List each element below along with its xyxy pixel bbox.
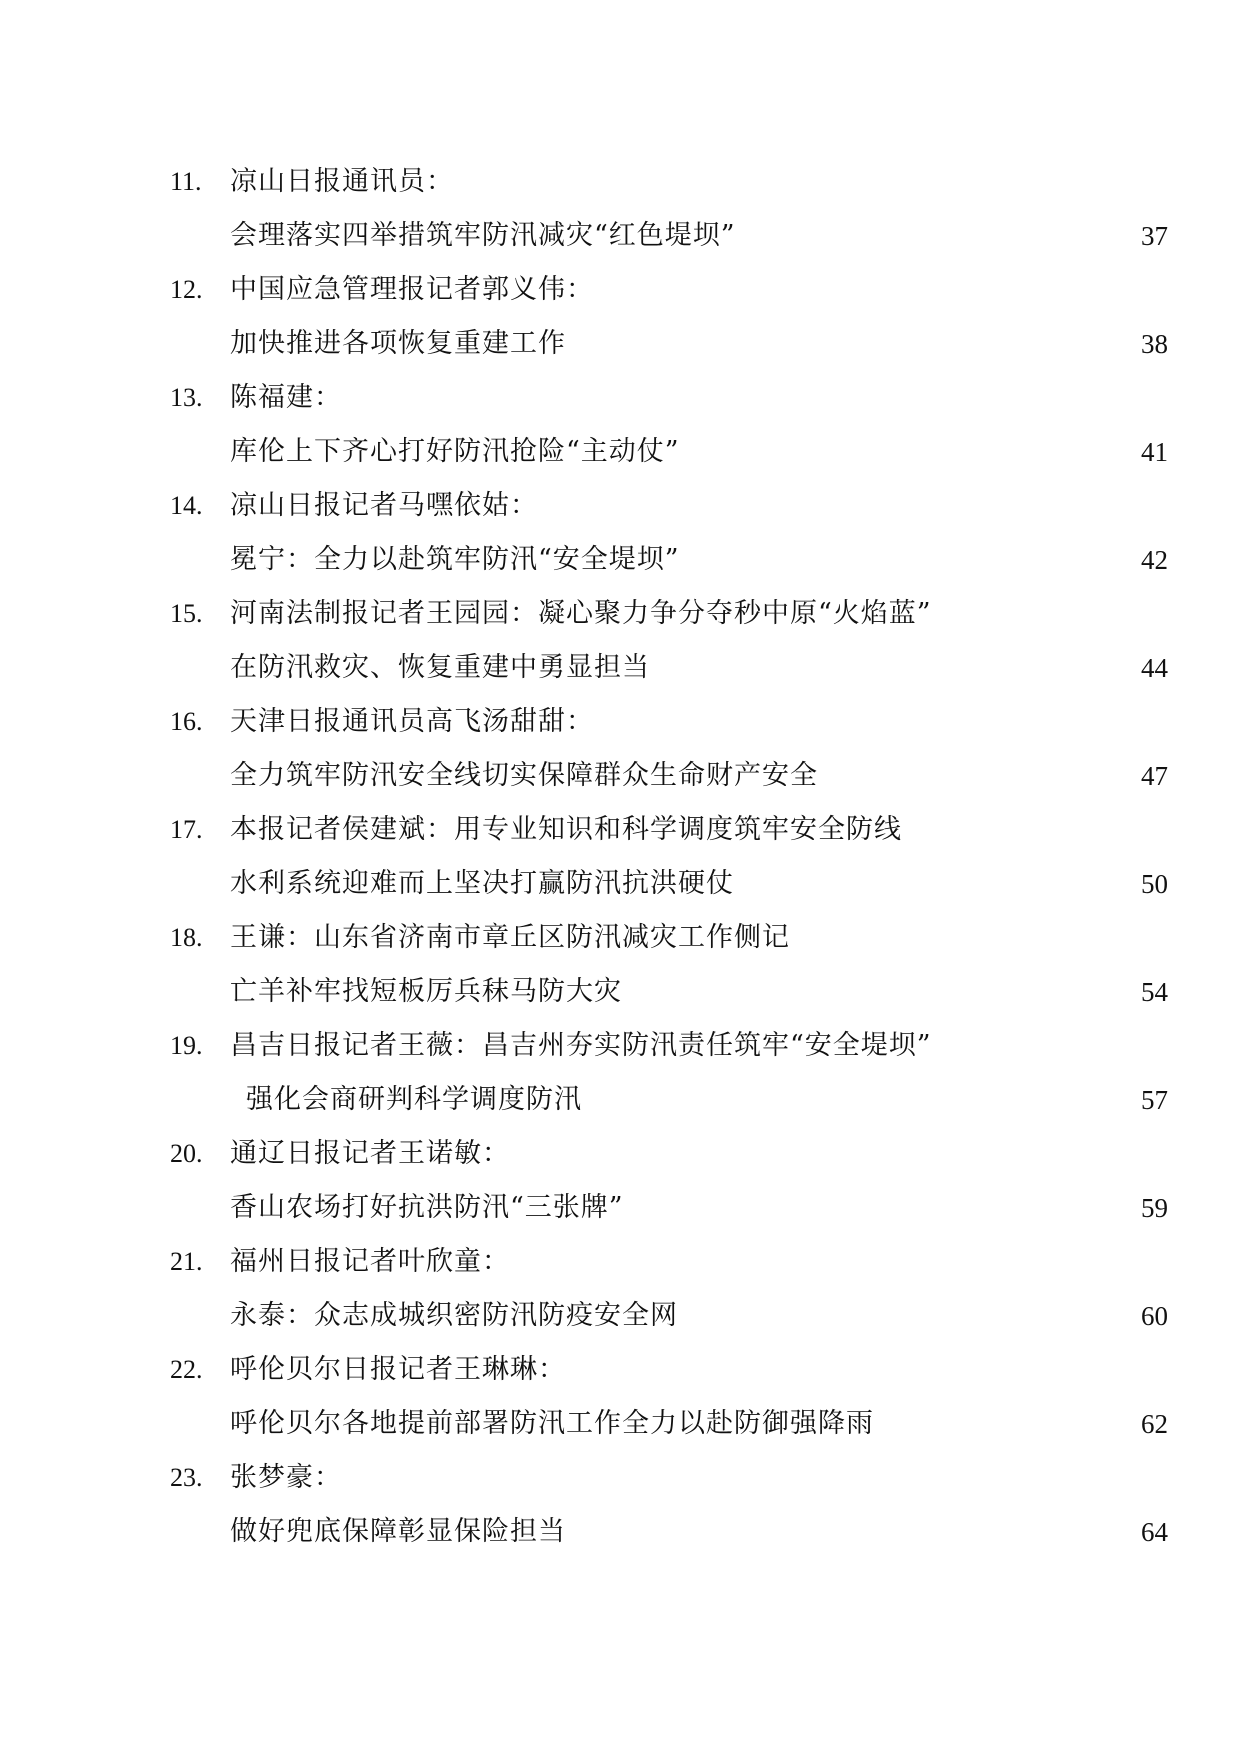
entry-title: 香山农场打好抗洪防汛“三张牌” [230, 1192, 624, 1223]
toc-entry-title-line [0, 533, 1240, 587]
toc-entry-13[interactable] [0, 371, 1240, 479]
entry-author: 中国应急管理报记者郭义伟： [230, 274, 594, 305]
entry-number: 20. [170, 1139, 203, 1168]
entry-author: 河南法制报记者王园园：凝心聚力争分夺秒中原“火焰蓝” [230, 598, 932, 629]
toc-entry-title-line [0, 641, 1240, 695]
entry-page-number: 44 [1141, 653, 1168, 683]
entry-page-number: 42 [1141, 545, 1168, 575]
entry-title: 会理落实四举措筑牢防汛减灾“红色堤坝” [230, 220, 736, 251]
toc-entry-title-line [0, 209, 1240, 263]
toc-entry-header [0, 1019, 1240, 1073]
entry-author: 呼伦贝尔日报记者王琳琳： [230, 1354, 566, 1385]
entry-author: 通辽日报记者王诺敏： [230, 1138, 510, 1169]
entry-number: 15. [170, 599, 203, 628]
toc-entry-title-line [0, 749, 1240, 803]
entry-number: 21. [170, 1247, 203, 1276]
entry-page-number: 41 [1141, 437, 1168, 467]
entry-page-number: 60 [1141, 1301, 1168, 1331]
entry-page-number: 50 [1141, 869, 1168, 899]
entry-number: 22. [170, 1355, 203, 1384]
entry-title: 呼伦贝尔各地提前部署防汛工作全力以赴防御强降雨 [230, 1408, 874, 1439]
toc-entry-header [0, 803, 1240, 857]
entry-title: 强化会商研判科学调度防汛 [246, 1084, 582, 1115]
toc-entry-header [0, 587, 1240, 641]
toc-entry-title-line [0, 317, 1240, 371]
toc-entry-title-line [0, 425, 1240, 479]
toc-entry-header [0, 1235, 1240, 1289]
toc-entry-header [0, 479, 1240, 533]
toc-entry-header [0, 263, 1240, 317]
entry-title: 库伦上下齐心打好防汛抢险“主动仗” [230, 436, 680, 467]
toc-entry-15[interactable] [0, 587, 1240, 695]
entry-title: 水利系统迎难而上坚决打赢防汛抗洪硬仗 [230, 868, 734, 899]
entry-page-number: 62 [1141, 1409, 1168, 1439]
toc-entry-16[interactable] [0, 695, 1240, 803]
toc-entry-header [0, 1127, 1240, 1181]
toc-entry-14[interactable] [0, 479, 1240, 587]
entry-number: 14. [170, 491, 203, 520]
entry-number: 13. [170, 383, 203, 412]
entry-number: 19. [170, 1031, 203, 1060]
table-of-contents [0, 155, 1240, 1559]
entry-page-number: 47 [1141, 761, 1168, 791]
entry-author: 昌吉日报记者王薇：昌吉州夯实防汛责任筑牢“安全堤坝” [230, 1030, 932, 1061]
toc-entry-title-line [0, 1397, 1240, 1451]
entry-author: 凉山日报通讯员： [230, 166, 454, 197]
toc-entry-20[interactable] [0, 1127, 1240, 1235]
toc-entry-23[interactable] [0, 1451, 1240, 1559]
entry-author: 凉山日报记者马嘿依姑： [230, 490, 538, 521]
entry-author: 福州日报记者叶欣童： [230, 1246, 510, 1277]
toc-entry-18[interactable] [0, 911, 1240, 1019]
entry-number: 16. [170, 707, 203, 736]
entry-title: 冕宁：全力以赴筑牢防汛“安全堤坝” [230, 544, 680, 575]
entry-author: 天津日报通讯员高飞汤甜甜： [230, 706, 594, 737]
entry-title: 永泰：众志成城织密防汛防疫安全网 [230, 1300, 678, 1331]
toc-entry-11[interactable] [0, 155, 1240, 263]
entry-number: 18. [170, 923, 203, 952]
toc-entry-title-line [0, 1073, 1240, 1127]
toc-entry-header [0, 1451, 1240, 1505]
entry-page-number: 37 [1141, 221, 1168, 251]
toc-entry-title-line [0, 965, 1240, 1019]
toc-entry-21[interactable] [0, 1235, 1240, 1343]
entry-author: 张梦豪： [230, 1462, 342, 1493]
toc-entry-22[interactable] [0, 1343, 1240, 1451]
entry-page-number: 54 [1141, 977, 1168, 1007]
toc-entry-header [0, 1343, 1240, 1397]
entry-title: 亡羊补牢找短板厉兵秣马防大灾 [230, 976, 622, 1007]
toc-entry-19[interactable] [0, 1019, 1240, 1127]
entry-number: 11. [170, 167, 202, 196]
entry-author: 本报记者侯建斌：用专业知识和科学调度筑牢安全防线 [230, 814, 902, 845]
toc-entry-title-line [0, 1181, 1240, 1235]
toc-entry-12[interactable] [0, 263, 1240, 371]
entry-author: 王谦：山东省济南市章丘区防汛减灾工作侧记 [230, 922, 790, 953]
entry-page-number: 64 [1141, 1517, 1168, 1547]
toc-entry-title-line [0, 1289, 1240, 1343]
toc-entry-title-line [0, 1505, 1240, 1559]
entry-page-number: 59 [1141, 1193, 1168, 1223]
toc-entry-header [0, 371, 1240, 425]
toc-entry-header [0, 911, 1240, 965]
entry-title: 加快推进各项恢复重建工作 [230, 328, 566, 359]
entry-page-number: 57 [1141, 1085, 1168, 1115]
entry-number: 23. [170, 1463, 203, 1492]
entry-page-number: 38 [1141, 329, 1168, 359]
entry-number: 12. [170, 275, 203, 304]
entry-title: 在防汛救灾、恢复重建中勇显担当 [230, 652, 650, 683]
toc-entry-header [0, 155, 1240, 209]
entry-title: 全力筑牢防汛安全线切实保障群众生命财产安全 [230, 760, 818, 791]
entry-author: 陈福建： [230, 382, 342, 413]
toc-entry-header [0, 695, 1240, 749]
entry-title: 做好兜底保障彰显保险担当 [230, 1516, 566, 1547]
toc-entry-title-line [0, 857, 1240, 911]
toc-entry-17[interactable] [0, 803, 1240, 911]
entry-number: 17. [170, 815, 203, 844]
